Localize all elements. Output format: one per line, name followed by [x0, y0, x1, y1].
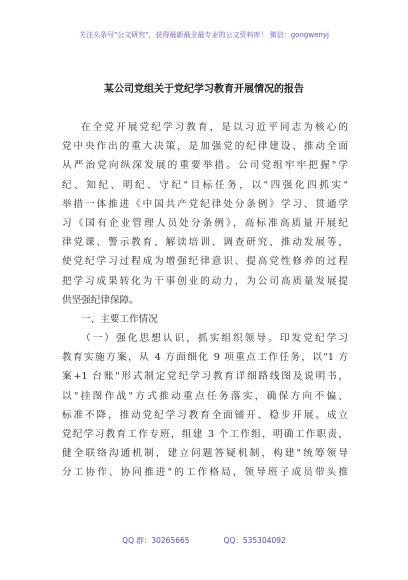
paragraph-line: 以"挂图作战"方式推动重点任务落实，确保方向不偏、: [62, 390, 348, 402]
paragraph-line: 律党课、警示教育、解读培训、调查研究、推动发展等，: [62, 237, 348, 249]
footer-contact: [0, 535, 408, 546]
document-title: 某公司党组关于党纪学习教育开展情况的报告: [104, 84, 304, 95]
paragraph-line: 党纪学习教育工作专班，组建 3 个工作组，明确工作职责，: [62, 429, 348, 440]
paragraph-line: 案+1 台账"形式制定党纪学习教育详细路线图及说明书，: [62, 371, 348, 383]
paragraph-line: 在全党开展党纪学习教育，是以习近平同志为核心的: [81, 122, 348, 133]
qq-group-number: QQ 群：30265665: [122, 536, 190, 545]
paragraph-line: 举措一体推进《中国共产党纪律处分条例》学习、贯通学: [62, 198, 348, 210]
paragraph-line: 分工协作、协同推进"的工作格局，领导班子成员带头推: [62, 467, 348, 479]
paragraph-line: 党中央作出的重大决策，是加强党的纪律建设、推动全面: [62, 141, 348, 153]
paragraph-line: （一）强化思想认识，抓实组织领导。印发党纪学习: [81, 333, 348, 345]
section-heading: 一、主要工作情况: [81, 313, 158, 325]
paragraph-line: 标准不降，推动党纪学习教育全面铺开、稳步开展。成立: [62, 409, 348, 421]
paragraph-line: 健全联络沟通机制，建立问题答疑机制，构建"统筹领导: [62, 448, 348, 460]
header-banner: 关注头条号"公文研究"，获得最新最全最专业的公文资料库！ 微信：gongwenyj: [79, 31, 329, 39]
paragraph-line: 把学习成果转化为干事创业的动力，为公司高质量发展提: [62, 275, 348, 287]
paragraph-line: 教育实施方案，从 4 方面细化 9 项重点工作任务，以"1 方: [62, 352, 348, 364]
paragraph-line: 习《国有企业管理人员处分条例》，高标准高质量开展纪: [62, 217, 348, 229]
document-body: [62, 118, 348, 483]
paragraph-line: 供坚强纪律保障。: [62, 294, 139, 306]
qq-number: QQ：535304092: [223, 536, 286, 545]
paragraph-line: 从严治党向纵深发展的重要举措。公司党组牢牢把握"学: [62, 160, 348, 172]
paragraph-line: 使党纪学习过程成为增强纪律意识、提高党性修养的过程: [62, 256, 348, 268]
paragraph-line: 纪、知纪、明纪、守纪"目标任务，以"四强化四抓实": [62, 179, 348, 191]
